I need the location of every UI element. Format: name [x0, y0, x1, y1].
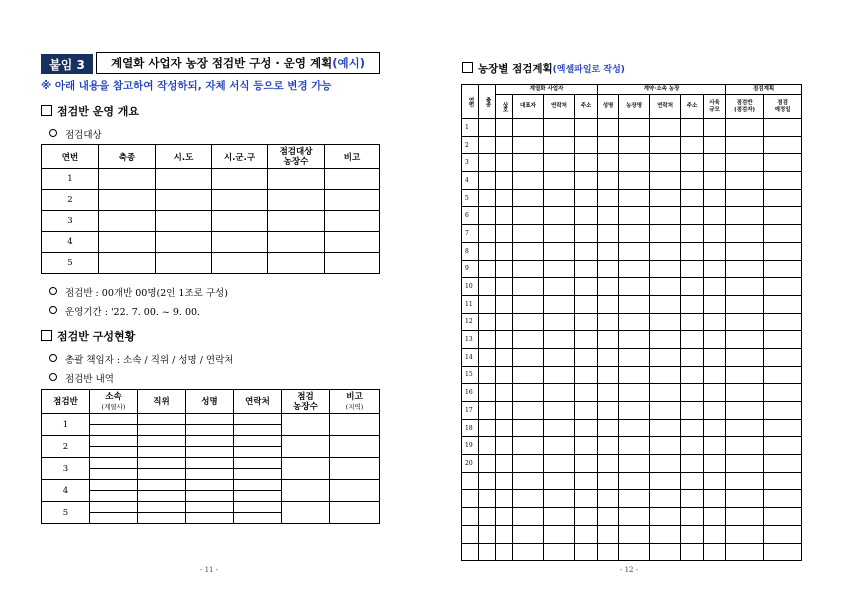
col-header-trade-name: 상호 [496, 95, 513, 119]
section-heading-farm-plan-label: 농장별 점검계획 [478, 63, 553, 75]
col-header-org-sub: (계열사) [101, 402, 126, 411]
col-header-remarks-sub: (지역) [345, 402, 364, 411]
col-header-farm-count: 점검 농장수 [282, 390, 330, 414]
col-header-contact: 연락처 [234, 390, 282, 414]
row-number: 10 [462, 278, 479, 296]
col-header-representative: 대표자 [513, 95, 544, 119]
table-row [462, 313, 802, 331]
table-row [462, 508, 802, 526]
table-row [462, 490, 802, 508]
section-heading-overview-label: 점검반 운영 개요 [57, 105, 140, 118]
row-number [462, 525, 479, 543]
row-number: 19 [462, 437, 479, 455]
row-number: 5 [462, 189, 479, 207]
farm-plan-table [461, 84, 802, 561]
table-row [462, 437, 802, 455]
col-header-remarks: 비고 [325, 145, 380, 169]
subitem-list-label: 점검반 내역 [65, 374, 114, 385]
checkbox-square-icon [41, 105, 52, 116]
col-header-scheduled-date: 점검 예정일 [764, 95, 802, 119]
circle-bullet-icon [49, 287, 57, 295]
row-number: 4 [42, 232, 99, 253]
col-header-remarks-label: 비고 [346, 391, 363, 402]
section-heading-overview [41, 103, 139, 119]
row-number: 20 [462, 455, 479, 473]
subitem-list [49, 371, 114, 385]
subitem-team [49, 285, 228, 299]
row-number: 3 [42, 211, 99, 232]
page-title-highlight: (예시) [332, 56, 365, 70]
table-row [42, 190, 380, 211]
page-title-main: 계열화 사업자 농장 점검반 구성 · 운영 계획 [111, 56, 333, 70]
team-table-header [42, 390, 380, 414]
subitem-team-label: 점검반 : 00개반 00명(2인 1조로 구성) [65, 288, 228, 299]
table-row [42, 169, 380, 190]
section-heading-composition-label: 점검반 구성현황 [57, 330, 136, 343]
target-table [41, 144, 380, 274]
col-header-org-label: 소속 [105, 391, 122, 402]
subitem-target [49, 127, 102, 141]
table-row [462, 366, 802, 384]
page-number-left: - 11 - [200, 566, 219, 574]
row-number: 2 [42, 190, 99, 211]
col-header-name: 성명 [186, 390, 234, 414]
row-number: 5 [42, 502, 90, 524]
col-header-inspector: 점검반 (점검자) [726, 95, 764, 119]
circle-bullet-icon [49, 373, 57, 381]
row-number: 1 [42, 414, 90, 436]
row-number: 3 [42, 458, 90, 480]
table-row [462, 419, 802, 437]
col-header-position: 직위 [138, 390, 186, 414]
table-row [42, 502, 380, 513]
page-number-right: - 12 - [620, 566, 639, 574]
col-group-contract-farm: 계약·소속 농장 [598, 85, 726, 95]
col-header-team: 점검반 [42, 390, 90, 414]
table-row [462, 472, 802, 490]
subitem-target-label: 점검대상 [65, 130, 102, 141]
table-row [462, 384, 802, 402]
target-table-header [42, 145, 380, 169]
section-heading-composition [41, 328, 135, 344]
table-row [462, 402, 802, 420]
table-row [462, 172, 802, 190]
table-row [462, 225, 802, 243]
table-row [462, 543, 802, 561]
subitem-head-label: 총괄 책임자 : 소속 / 직위 / 성명 / 연락처 [65, 355, 234, 366]
row-number: 7 [462, 225, 479, 243]
instruction-note: ※ 아래 내용을 참고하여 작성하되, 자체 서식 등으로 변경 가능 [41, 80, 332, 92]
row-number [462, 543, 479, 561]
col-header-address-1: 주소 [575, 95, 598, 119]
table-row [42, 480, 380, 491]
farm-plan-body [462, 119, 802, 561]
row-number: 3 [462, 154, 479, 172]
col-group-inspection-plan: 점검계획 [726, 85, 802, 95]
table-row [42, 458, 380, 469]
row-number: 18 [462, 419, 479, 437]
subitem-head [49, 352, 233, 366]
page-title [96, 52, 380, 74]
subitem-period-label: 운영기간 : '22. 7. 00. ~ 9. 00. [65, 307, 201, 318]
circle-bullet-icon [49, 354, 57, 362]
circle-bullet-icon [49, 129, 57, 137]
table-row [42, 436, 380, 447]
col-header-species: 축종 [99, 145, 156, 169]
farm-plan-group-header [462, 85, 802, 95]
subitem-period [49, 304, 200, 318]
row-number [462, 508, 479, 526]
row-number: 1 [42, 169, 99, 190]
checkbox-square-icon [462, 62, 473, 73]
table-row [462, 331, 802, 349]
table-row [462, 348, 802, 366]
col-header-org [90, 390, 138, 414]
row-number: 6 [462, 207, 479, 225]
col-header-species: 축종 [479, 85, 496, 119]
table-row [42, 414, 380, 425]
table-row [462, 525, 802, 543]
checkbox-square-icon [41, 330, 52, 341]
row-number: 14 [462, 348, 479, 366]
table-row [462, 136, 802, 154]
col-header-no: 연번 [462, 85, 479, 119]
table-row [462, 154, 802, 172]
section-heading-farm-plan-highlight: (엑셀파일로 작성) [552, 65, 625, 75]
table-row [462, 260, 802, 278]
row-number: 13 [462, 331, 479, 349]
row-number: 8 [462, 242, 479, 260]
col-header-owner-name: 성명 [598, 95, 619, 119]
attachment-badge: 붙임 3 [41, 54, 93, 74]
table-row [462, 455, 802, 473]
col-header-farm-name: 농장명 [619, 95, 650, 119]
row-number: 12 [462, 313, 479, 331]
table-row [42, 232, 380, 253]
row-number [462, 490, 479, 508]
row-number: 4 [462, 172, 479, 190]
col-header-address-2: 주소 [681, 95, 704, 119]
col-header-contact-2: 연락처 [650, 95, 681, 119]
farm-plan-header [462, 95, 802, 119]
row-number: 17 [462, 402, 479, 420]
section-heading-farm-plan [462, 61, 625, 76]
table-row [462, 207, 802, 225]
col-header-province: 시.도 [156, 145, 212, 169]
row-number: 9 [462, 260, 479, 278]
circle-bullet-icon [49, 306, 57, 314]
row-number: 4 [42, 480, 90, 502]
table-row [462, 119, 802, 137]
row-number: 1 [462, 119, 479, 137]
col-header-scale: 사육 규모 [704, 95, 726, 119]
table-row [462, 295, 802, 313]
col-header-no: 연번 [42, 145, 99, 169]
col-header-remarks [330, 390, 380, 414]
table-row [462, 242, 802, 260]
team-table [41, 389, 380, 524]
row-number: 16 [462, 384, 479, 402]
col-header-contact-1: 연락처 [544, 95, 575, 119]
row-number: 15 [462, 366, 479, 384]
col-header-city: 시.군.구 [212, 145, 268, 169]
table-row [462, 278, 802, 296]
table-row [462, 189, 802, 207]
table-row [42, 211, 380, 232]
col-header-farm-count: 점검대상 농장수 [268, 145, 325, 169]
row-number [462, 472, 479, 490]
row-number: 11 [462, 295, 479, 313]
row-number: 2 [462, 136, 479, 154]
table-row [42, 253, 380, 274]
row-number: 5 [42, 253, 99, 274]
col-group-integrator: 계열화 사업자 [496, 85, 598, 95]
row-number: 2 [42, 436, 90, 458]
